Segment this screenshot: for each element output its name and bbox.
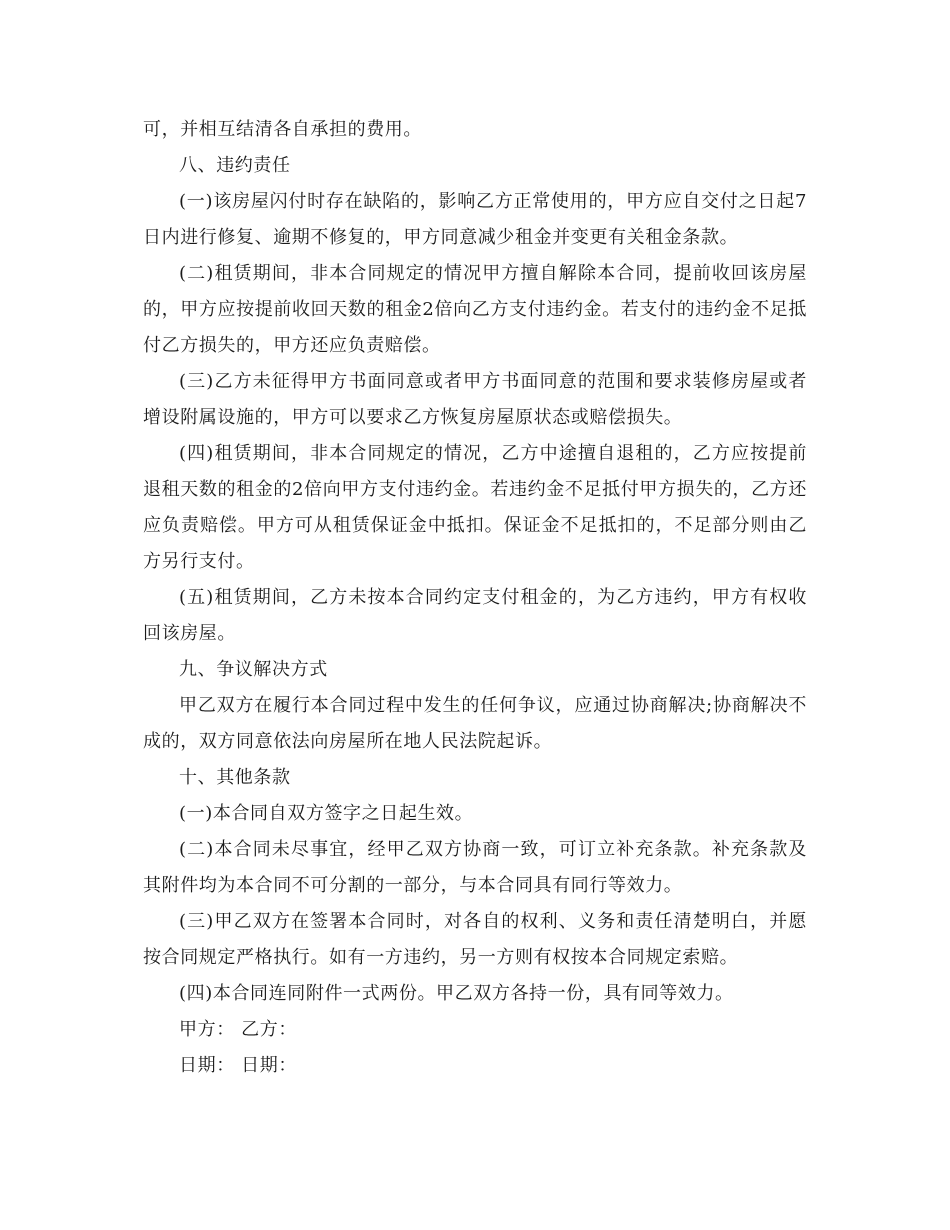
clause-8-4: (四)租赁期间，非本合同规定的情况，乙方中途擅自退租的，乙方应按提前退租天数的租金的2倍向甲方支付违约金。若违约金不足抵付甲方损失的，乙方还应负责赔偿。甲方可从租赁保证金中抵扣。保证金不足抵扣的，不足部分则由乙方另行支付。: [143, 443, 807, 572]
clause-8-5: (五)租赁期间，乙方未按本合同约定支付租金的，为乙方违约，甲方有权收回该房屋。: [143, 587, 807, 644]
clause-10-3: (三)甲乙双方在签署本合同时，对各自的权利、义务和责任清楚明白，并愿按合同规定严格执行。如有一方违约，另一方则有权按本合同规定索赔。: [143, 911, 807, 968]
signature-parties-line: 甲方： 乙方：: [179, 1019, 297, 1040]
section-heading-other: 十、其他条款: [179, 767, 291, 788]
clause-10-1: (一)本合同自双方签字之日起生效。: [179, 803, 474, 824]
paragraph-continuation: 可，并相互结清各自承担的费用。: [143, 119, 422, 140]
clause-8-1: (一)该房屋闪付时存在缺陷的，影响乙方正常使用的，甲方应自交付之日起7日内进行修复、逾期不修复的，甲方同意减少租金并变更有关租金条款。: [143, 191, 807, 248]
clause-10-2: (二)本合同未尽事宜，经甲乙双方协商一致，可订立补充条款。补充条款及其附件均为本合同不可分割的一部分，与本合同具有同行等效力。: [143, 839, 807, 896]
clause-10-4: (四)本合同连同附件一式两份。甲乙双方各持一份，具有同等效力。: [179, 983, 734, 1004]
clause-8-2: (二)租赁期间，非本合同规定的情况甲方擅自解除本合同，提前收回该房屋的，甲方应按提前收回天数的租金2倍向乙方支付违约金。若支付的违约金不足抵付乙方损失的，甲方还应负责赔偿。: [143, 263, 807, 356]
document-body: [143, 112, 807, 1084]
section-heading-breach: 八、违约责任: [179, 155, 291, 176]
clause-8-3: (三)乙方未征得甲方书面同意或者甲方书面同意的范围和要求装修房屋或者增设附属设施的，甲方可以要求乙方恢复房屋原状态或赔偿损失。: [143, 371, 807, 428]
clause-9: 甲乙双方在履行本合同过程中发生的任何争议，应通过协商解决;协商解决不成的，双方同意依法向房屋所在地人民法院起诉。: [143, 695, 807, 752]
signature-date-line: 日期： 日期：: [179, 1055, 297, 1076]
section-heading-dispute: 九、争议解决方式: [179, 659, 328, 680]
